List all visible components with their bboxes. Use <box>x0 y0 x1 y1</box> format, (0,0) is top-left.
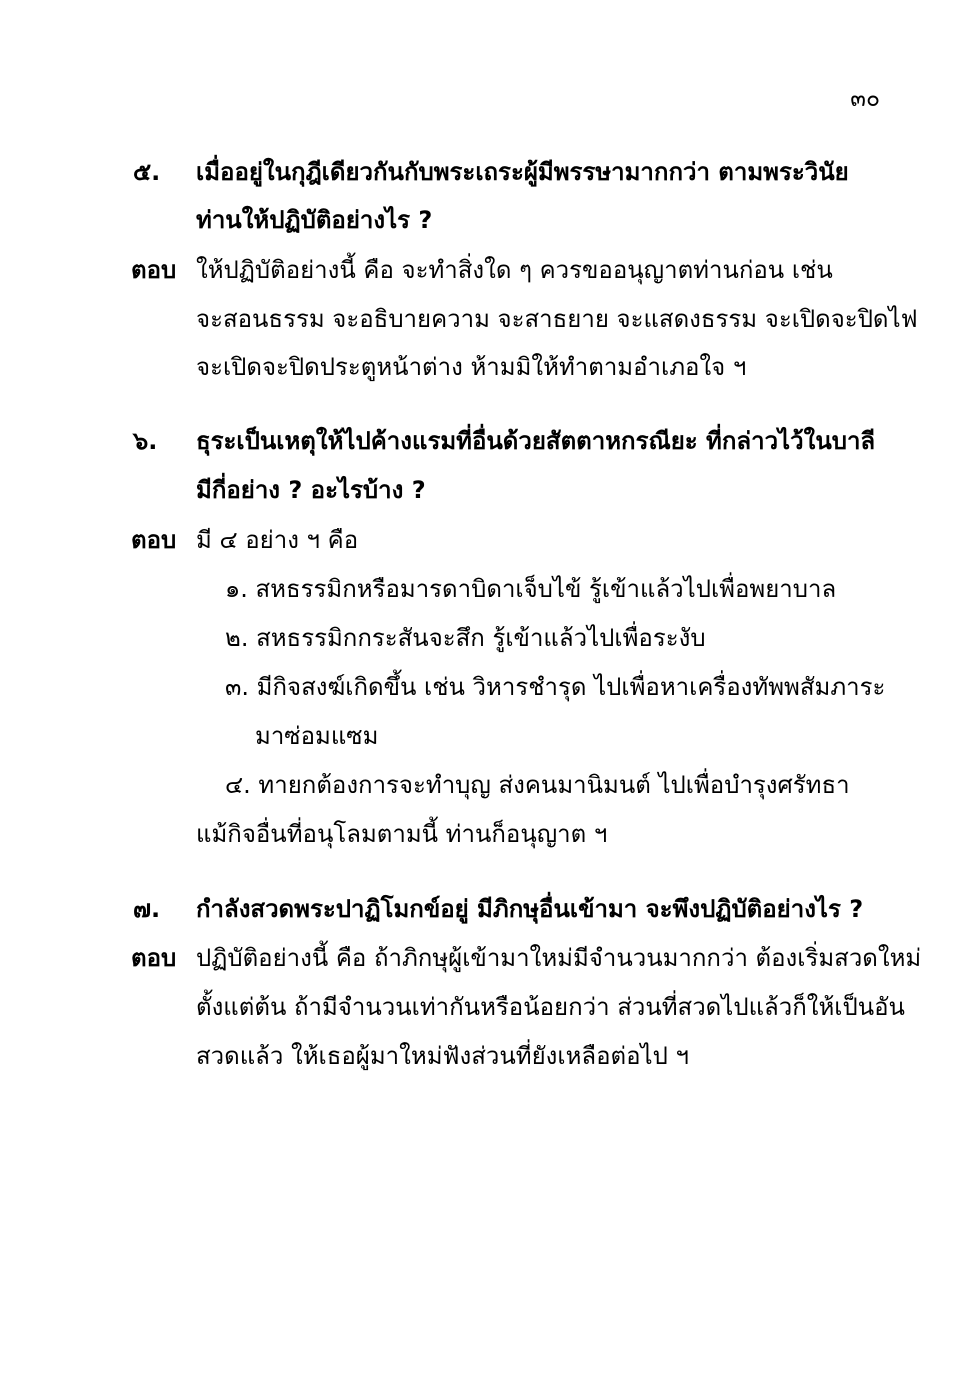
list-item: ๒. สหธรรมิกกระสันจะสึก รู้เข้าแล้วไปเพื่อระงับ <box>225 624 706 652</box>
question-number: ๖. <box>133 427 158 455</box>
answer-label: ตอบ <box>131 526 177 554</box>
list-item: ๔. ทายกต้องการจะทำบุญ ส่งคนมานิมนต์ ไปเพื่อบำรุงศรัทธา <box>225 771 850 799</box>
list-item: ๑. สหธรรมิกหรือมารดาบิดาเจ็บไข้ รู้เข้าแล้วไปเพื่อพยาบาล <box>225 575 837 603</box>
answer-line: ปฏิบัติอย่างนี้ คือ ถ้าภิกษุผู้เข้ามาใหม่มีจำนวนมากกว่า ต้องเริ่มสวดใหม่ <box>196 944 922 972</box>
answer-line: จะสอนธรรม จะอธิบายความ จะสาธยาย จะแสดงธรรม จะเปิดจะปิดไฟ <box>196 305 918 333</box>
answer-label: ตอบ <box>131 256 177 284</box>
question-line: กำลังสวดพระปาฏิโมกข์อยู่ มีภิกษุอื่นเข้ามา จะพึงปฏิบัติอย่างไร ? <box>196 895 864 923</box>
answer-line: จะเปิดจะปิดประตูหน้าต่าง ห้ามมิให้ทำตามอำเภอใจ ฯ <box>196 353 747 381</box>
question-line: ธุระเป็นเหตุให้ไปค้างแรมที่อื่นด้วยสัตตาหกรณียะ ที่กล่าวไว้ในบาลี <box>196 427 876 455</box>
answer-line: ตั้งแต่ต้น ถ้ามีจำนวนเท่ากันหรือน้อยกว่า ส่วนที่สวดไปแล้วก็ให้เป็นอัน <box>196 993 905 1021</box>
answer-intro: มี ๔ อย่าง ฯ คือ <box>196 526 359 554</box>
answer-label: ตอบ <box>131 944 177 972</box>
list-item: ๓. มีกิจสงฆ์เกิดขึ้น เช่น วิหารชำรุด ไปเพื่อหาเครื่องทัพพสัมภาระ <box>225 673 886 701</box>
question-line: เมื่ออยู่ในกุฎีเดียวกันกับพระเถระผู้มีพรรษามากกว่า ตามพระวินัย <box>196 158 849 186</box>
answer-line: สวดแล้ว ให้เธอผู้มาใหม่ฟังส่วนที่ยังเหลือต่อไป ฯ <box>196 1042 689 1070</box>
question-line: ท่านให้ปฏิบัติอย่างไร ? <box>196 206 433 234</box>
answer-closing: แม้กิจอื่นที่อนุโลมตามนี้ ท่านก็อนุญาต ฯ <box>196 820 608 848</box>
question-number: ๗. <box>133 895 161 923</box>
list-item-continuation: มาซ่อมแซม <box>255 722 379 750</box>
question-number: ๕. <box>133 158 161 186</box>
question-line: มีกี่อย่าง ? อะไรบ้าง ? <box>196 476 426 504</box>
answer-line: ให้ปฏิบัติอย่างนี้ คือ จะทำสิ่งใด ๆ ควรขออนุญาตท่านก่อน เช่น <box>196 256 833 284</box>
page-number: ๓๐ <box>850 86 880 112</box>
